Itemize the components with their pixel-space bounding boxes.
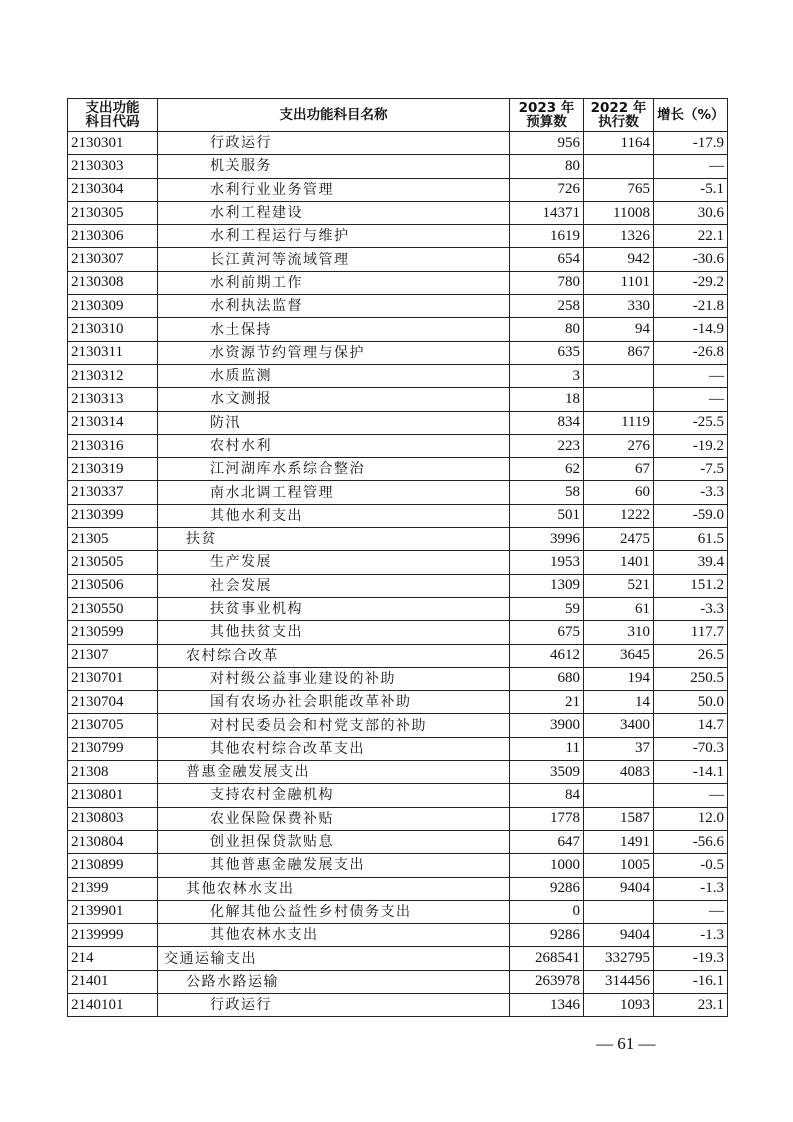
budget-2023-cell: 21 bbox=[510, 691, 584, 714]
exec-2022-cell: 11008 bbox=[584, 201, 654, 224]
code-cell: 2130305 bbox=[68, 201, 158, 224]
table-row bbox=[68, 481, 728, 504]
name-cell: 水利工程运行与维护 bbox=[158, 225, 510, 248]
table-row bbox=[68, 854, 728, 877]
name-cell: 创业担保贷款贴息 bbox=[158, 830, 510, 853]
table-row bbox=[68, 691, 728, 714]
growth-cell: 30.6 bbox=[654, 201, 728, 224]
table-row bbox=[68, 714, 728, 737]
growth-cell: -1.3 bbox=[654, 924, 728, 947]
exec-2022-cell bbox=[584, 784, 654, 807]
exec-2022-cell: 332795 bbox=[584, 947, 654, 970]
budget-2023-cell: 9286 bbox=[510, 924, 584, 947]
growth-cell: 12.0 bbox=[654, 807, 728, 830]
code-cell: 2130309 bbox=[68, 295, 158, 318]
exec-2022-cell: 1093 bbox=[584, 993, 654, 1016]
name-cell: 其他普惠金融发展支出 bbox=[158, 854, 510, 877]
exec-2022-cell: 1587 bbox=[584, 807, 654, 830]
budget-2023-cell: 263978 bbox=[510, 970, 584, 993]
code-cell: 2130319 bbox=[68, 458, 158, 481]
growth-cell: — bbox=[654, 900, 728, 923]
header-row bbox=[68, 99, 728, 132]
name-cell: 其他水利支出 bbox=[158, 504, 510, 527]
name-cell: 普惠金融发展支出 bbox=[158, 761, 510, 784]
name-cell: 农村水利 bbox=[158, 434, 510, 457]
name-cell: 国有农场办社会职能改革补助 bbox=[158, 691, 510, 714]
code-cell: 2130804 bbox=[68, 830, 158, 853]
table-row bbox=[68, 364, 728, 387]
exec-2022-cell: 4083 bbox=[584, 761, 654, 784]
table-row bbox=[68, 877, 728, 900]
code-cell: 2130303 bbox=[68, 155, 158, 178]
budget-2023-cell: 258 bbox=[510, 295, 584, 318]
exec-2022-cell: 276 bbox=[584, 434, 654, 457]
exec-2022-cell bbox=[584, 900, 654, 923]
growth-cell: -16.1 bbox=[654, 970, 728, 993]
growth-cell: -19.2 bbox=[654, 434, 728, 457]
table-row bbox=[68, 388, 728, 411]
budget-2023-cell: 956 bbox=[510, 132, 584, 155]
name-cell: 化解其他公益性乡村债务支出 bbox=[158, 900, 510, 923]
table-row bbox=[68, 644, 728, 667]
name-cell: 机关服务 bbox=[158, 155, 510, 178]
exec-2022-cell: 1101 bbox=[584, 271, 654, 294]
table-row bbox=[68, 993, 728, 1016]
table-row bbox=[68, 201, 728, 224]
growth-cell: — bbox=[654, 784, 728, 807]
code-cell: 2130308 bbox=[68, 271, 158, 294]
table-body bbox=[68, 132, 728, 1017]
exec-2022-cell: 765 bbox=[584, 178, 654, 201]
name-cell: 生产发展 bbox=[158, 551, 510, 574]
table-row bbox=[68, 341, 728, 364]
name-cell: 扶贫事业机构 bbox=[158, 597, 510, 620]
exec-2022-cell bbox=[584, 155, 654, 178]
exec-2022-cell: 1164 bbox=[584, 132, 654, 155]
code-cell: 2130705 bbox=[68, 714, 158, 737]
growth-cell: -7.5 bbox=[654, 458, 728, 481]
exec-2022-cell: 521 bbox=[584, 574, 654, 597]
table-row bbox=[68, 784, 728, 807]
budget-2023-cell: 84 bbox=[510, 784, 584, 807]
growth-cell: 23.1 bbox=[654, 993, 728, 1016]
code-cell: 2130306 bbox=[68, 225, 158, 248]
growth-cell: 26.5 bbox=[654, 644, 728, 667]
code-cell: 2130314 bbox=[68, 411, 158, 434]
budget-2023-cell: 59 bbox=[510, 597, 584, 620]
exec-2022-cell: 330 bbox=[584, 295, 654, 318]
table-row bbox=[68, 504, 728, 527]
name-cell: 社会发展 bbox=[158, 574, 510, 597]
exec-2022-cell: 1005 bbox=[584, 854, 654, 877]
code-cell: 2130316 bbox=[68, 434, 158, 457]
name-cell: 其他农林水支出 bbox=[158, 924, 510, 947]
growth-cell: 50.0 bbox=[654, 691, 728, 714]
exec-2022-cell: 867 bbox=[584, 341, 654, 364]
growth-cell: 117.7 bbox=[654, 621, 728, 644]
budget-2023-cell: 3 bbox=[510, 364, 584, 387]
name-cell: 水利前期工作 bbox=[158, 271, 510, 294]
code-cell: 21305 bbox=[68, 528, 158, 551]
code-cell: 2130550 bbox=[68, 597, 158, 620]
code-cell: 2130506 bbox=[68, 574, 158, 597]
growth-cell: -3.3 bbox=[654, 597, 728, 620]
name-cell: 水利执法监督 bbox=[158, 295, 510, 318]
exec-2022-cell: 1326 bbox=[584, 225, 654, 248]
exec-2022-cell: 2475 bbox=[584, 528, 654, 551]
header-exec-line1: 2022 年 bbox=[590, 99, 647, 116]
table-row bbox=[68, 551, 728, 574]
exec-2022-cell: 60 bbox=[584, 481, 654, 504]
budget-2023-cell: 58 bbox=[510, 481, 584, 504]
code-cell: 2130799 bbox=[68, 737, 158, 760]
growth-cell: -17.9 bbox=[654, 132, 728, 155]
growth-cell: -1.3 bbox=[654, 877, 728, 900]
table-row bbox=[68, 318, 728, 341]
code-cell: 2139901 bbox=[68, 900, 158, 923]
table-row bbox=[68, 761, 728, 784]
code-cell: 2130307 bbox=[68, 248, 158, 271]
table-header bbox=[68, 99, 728, 132]
name-cell: 水资源节约管理与保护 bbox=[158, 341, 510, 364]
exec-2022-cell: 61 bbox=[584, 597, 654, 620]
budget-2023-cell: 1309 bbox=[510, 574, 584, 597]
table-row bbox=[68, 970, 728, 993]
growth-cell: — bbox=[654, 364, 728, 387]
name-cell: 水利工程建设 bbox=[158, 201, 510, 224]
table-row bbox=[68, 807, 728, 830]
exec-2022-cell: 1222 bbox=[584, 504, 654, 527]
budget-2023-cell: 1000 bbox=[510, 854, 584, 877]
growth-cell: -30.6 bbox=[654, 248, 728, 271]
exec-2022-cell bbox=[584, 364, 654, 387]
budget-2023-cell: 80 bbox=[510, 155, 584, 178]
table-row bbox=[68, 132, 728, 155]
table-row bbox=[68, 597, 728, 620]
budget-2023-cell: 268541 bbox=[510, 947, 584, 970]
growth-cell: 14.7 bbox=[654, 714, 728, 737]
code-cell: 2130599 bbox=[68, 621, 158, 644]
growth-cell: — bbox=[654, 155, 728, 178]
budget-2023-cell: 11 bbox=[510, 737, 584, 760]
name-cell: 农业保险保费补贴 bbox=[158, 807, 510, 830]
exec-2022-cell: 9404 bbox=[584, 877, 654, 900]
growth-cell: 39.4 bbox=[654, 551, 728, 574]
exec-2022-cell: 94 bbox=[584, 318, 654, 341]
code-cell: 21401 bbox=[68, 970, 158, 993]
header-exec-line2: 执行数 bbox=[598, 114, 639, 130]
code-cell: 2140101 bbox=[68, 993, 158, 1016]
budget-2023-cell: 9286 bbox=[510, 877, 584, 900]
name-cell: 水文测报 bbox=[158, 388, 510, 411]
exec-2022-cell: 1401 bbox=[584, 551, 654, 574]
growth-cell: -26.8 bbox=[654, 341, 728, 364]
table-row bbox=[68, 458, 728, 481]
exec-2022-cell: 942 bbox=[584, 248, 654, 271]
growth-cell: -3.3 bbox=[654, 481, 728, 504]
table-row bbox=[68, 830, 728, 853]
growth-cell: -5.1 bbox=[654, 178, 728, 201]
code-cell: 21308 bbox=[68, 761, 158, 784]
code-cell: 2130505 bbox=[68, 551, 158, 574]
page-number: — 61 — bbox=[596, 1034, 656, 1053]
growth-cell: -14.1 bbox=[654, 761, 728, 784]
header-budget-line2: 预算数 bbox=[526, 114, 567, 130]
name-cell: 南水北调工程管理 bbox=[158, 481, 510, 504]
name-cell: 行政运行 bbox=[158, 993, 510, 1016]
name-cell: 农村综合改革 bbox=[158, 644, 510, 667]
growth-cell: — bbox=[654, 388, 728, 411]
name-cell: 水土保持 bbox=[158, 318, 510, 341]
code-cell: 2130301 bbox=[68, 132, 158, 155]
code-cell: 2130704 bbox=[68, 691, 158, 714]
budget-table bbox=[67, 98, 728, 1017]
code-cell: 2130311 bbox=[68, 341, 158, 364]
growth-cell: -19.3 bbox=[654, 947, 728, 970]
budget-2023-cell: 1619 bbox=[510, 225, 584, 248]
budget-2023-cell: 3900 bbox=[510, 714, 584, 737]
budget-2023-cell: 1346 bbox=[510, 993, 584, 1016]
code-cell: 21307 bbox=[68, 644, 158, 667]
name-cell: 对村民委员会和村党支部的补助 bbox=[158, 714, 510, 737]
table-row bbox=[68, 178, 728, 201]
exec-2022-cell: 1119 bbox=[584, 411, 654, 434]
table-row bbox=[68, 411, 728, 434]
code-cell: 2130399 bbox=[68, 504, 158, 527]
growth-cell: -56.6 bbox=[654, 830, 728, 853]
code-cell: 2130701 bbox=[68, 667, 158, 690]
exec-2022-cell: 14 bbox=[584, 691, 654, 714]
code-cell: 21399 bbox=[68, 877, 158, 900]
growth-cell: 22.1 bbox=[654, 225, 728, 248]
budget-2023-cell: 635 bbox=[510, 341, 584, 364]
budget-2023-cell: 675 bbox=[510, 621, 584, 644]
budget-2023-cell: 680 bbox=[510, 667, 584, 690]
budget-2023-cell: 4612 bbox=[510, 644, 584, 667]
table-row bbox=[68, 295, 728, 318]
name-cell: 行政运行 bbox=[158, 132, 510, 155]
name-cell: 扶贫 bbox=[158, 528, 510, 551]
exec-2022-cell: 314456 bbox=[584, 970, 654, 993]
header-budget-2023 bbox=[510, 99, 584, 132]
table-row bbox=[68, 225, 728, 248]
table-row bbox=[68, 155, 728, 178]
growth-cell: -70.3 bbox=[654, 737, 728, 760]
exec-2022-cell: 3645 bbox=[584, 644, 654, 667]
code-cell: 2130801 bbox=[68, 784, 158, 807]
code-cell: 2130803 bbox=[68, 807, 158, 830]
name-cell: 江河湖库水系综合整治 bbox=[158, 458, 510, 481]
name-cell: 交通运输支出 bbox=[158, 947, 510, 970]
growth-cell: -14.9 bbox=[654, 318, 728, 341]
budget-2023-cell: 647 bbox=[510, 830, 584, 853]
name-cell: 对村级公益事业建设的补助 bbox=[158, 667, 510, 690]
code-cell: 2139999 bbox=[68, 924, 158, 947]
name-cell: 防汛 bbox=[158, 411, 510, 434]
exec-2022-cell: 67 bbox=[584, 458, 654, 481]
header-code bbox=[68, 99, 158, 132]
name-cell: 其他扶贫支出 bbox=[158, 621, 510, 644]
growth-cell: 250.5 bbox=[654, 667, 728, 690]
table-row bbox=[68, 574, 728, 597]
table-row bbox=[68, 737, 728, 760]
exec-2022-cell bbox=[584, 388, 654, 411]
budget-2023-cell: 223 bbox=[510, 434, 584, 457]
code-cell: 2130304 bbox=[68, 178, 158, 201]
code-cell: 214 bbox=[68, 947, 158, 970]
name-cell: 其他农林水支出 bbox=[158, 877, 510, 900]
header-code-line2: 科目代码 bbox=[85, 114, 140, 130]
growth-cell: -25.5 bbox=[654, 411, 728, 434]
exec-2022-cell: 3400 bbox=[584, 714, 654, 737]
budget-2023-cell: 1953 bbox=[510, 551, 584, 574]
budget-2023-cell: 654 bbox=[510, 248, 584, 271]
growth-cell: 151.2 bbox=[654, 574, 728, 597]
budget-2023-cell: 62 bbox=[510, 458, 584, 481]
header-name: 支出功能科目名称 bbox=[158, 99, 510, 132]
budget-2023-cell: 834 bbox=[510, 411, 584, 434]
budget-2023-cell: 1778 bbox=[510, 807, 584, 830]
table-row bbox=[68, 667, 728, 690]
code-cell: 2130312 bbox=[68, 364, 158, 387]
name-cell: 水利行业业务管理 bbox=[158, 178, 510, 201]
name-cell: 公路水路运输 bbox=[158, 970, 510, 993]
table-row bbox=[68, 924, 728, 947]
name-cell: 其他农村综合改革支出 bbox=[158, 737, 510, 760]
growth-cell: -59.0 bbox=[654, 504, 728, 527]
table-row bbox=[68, 434, 728, 457]
budget-2023-cell: 780 bbox=[510, 271, 584, 294]
budget-2023-cell: 18 bbox=[510, 388, 584, 411]
exec-2022-cell: 37 bbox=[584, 737, 654, 760]
table-row bbox=[68, 900, 728, 923]
code-cell: 2130313 bbox=[68, 388, 158, 411]
table-row bbox=[68, 528, 728, 551]
code-cell: 2130337 bbox=[68, 481, 158, 504]
table-row bbox=[68, 271, 728, 294]
growth-cell: -0.5 bbox=[654, 854, 728, 877]
growth-cell: 61.5 bbox=[654, 528, 728, 551]
growth-cell: -21.8 bbox=[654, 295, 728, 318]
budget-2023-cell: 3996 bbox=[510, 528, 584, 551]
budget-2023-cell: 726 bbox=[510, 178, 584, 201]
code-cell: 2130310 bbox=[68, 318, 158, 341]
exec-2022-cell: 1491 bbox=[584, 830, 654, 853]
header-growth: 增长（%） bbox=[654, 99, 728, 132]
budget-2023-cell: 501 bbox=[510, 504, 584, 527]
code-cell: 2130899 bbox=[68, 854, 158, 877]
header-exec-2022 bbox=[584, 99, 654, 132]
table-row bbox=[68, 947, 728, 970]
growth-cell: -29.2 bbox=[654, 271, 728, 294]
exec-2022-cell: 310 bbox=[584, 621, 654, 644]
budget-2023-cell: 3509 bbox=[510, 761, 584, 784]
table-row bbox=[68, 621, 728, 644]
budget-2023-cell: 80 bbox=[510, 318, 584, 341]
table-row bbox=[68, 248, 728, 271]
name-cell: 支持农村金融机构 bbox=[158, 784, 510, 807]
name-cell: 长江黄河等流域管理 bbox=[158, 248, 510, 271]
header-code-line1: 支出功能 bbox=[85, 99, 140, 116]
budget-2023-cell: 0 bbox=[510, 900, 584, 923]
exec-2022-cell: 9404 bbox=[584, 924, 654, 947]
header-budget-line1: 2023 年 bbox=[518, 99, 575, 116]
name-cell: 水质监测 bbox=[158, 364, 510, 387]
budget-2023-cell: 14371 bbox=[510, 201, 584, 224]
exec-2022-cell: 194 bbox=[584, 667, 654, 690]
